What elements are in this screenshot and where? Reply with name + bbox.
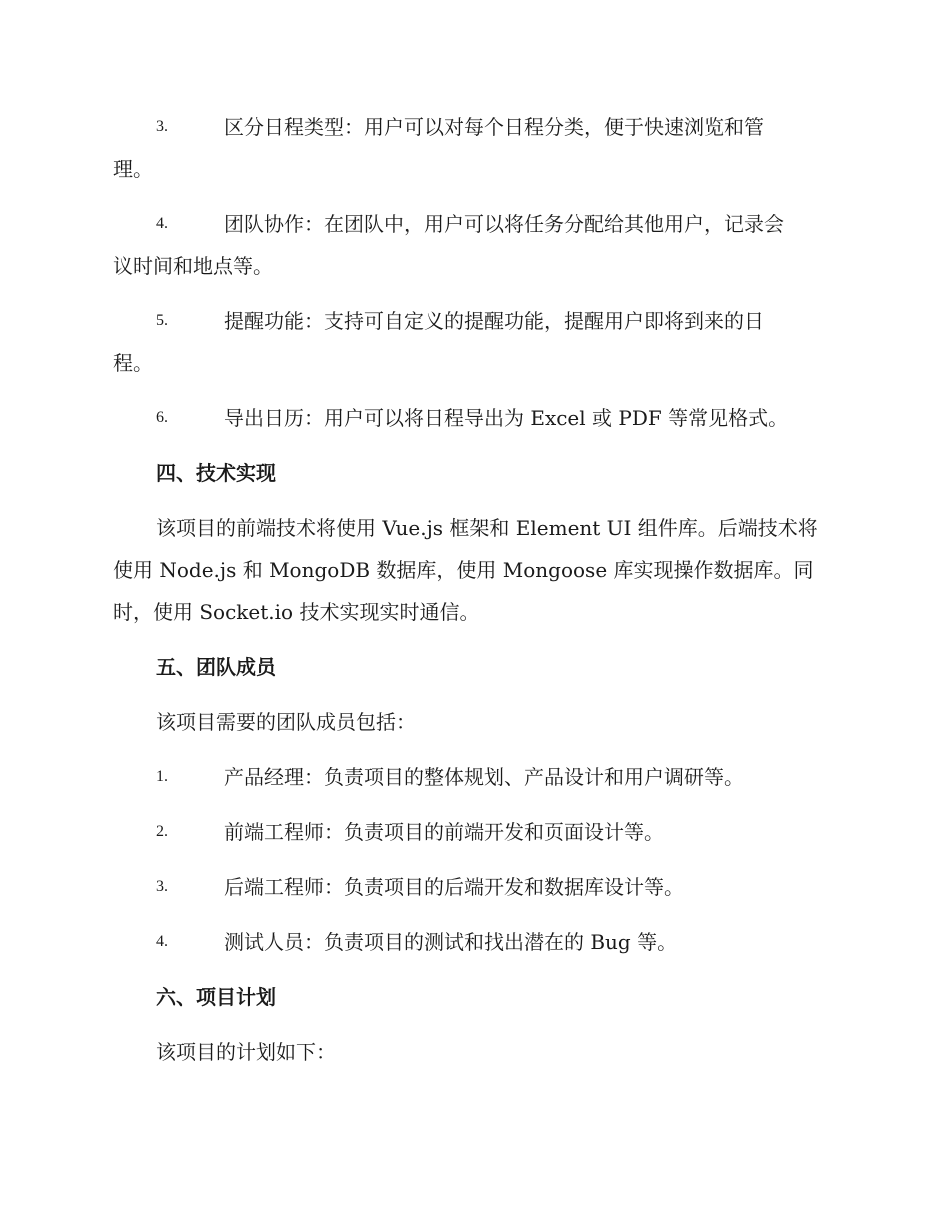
list-item-text: 区分日程类型：用户可以对每个日程分类，便于快速浏览和管 xyxy=(224,115,764,139)
list-item-continuation: 理。 xyxy=(113,157,153,181)
list-item-text: 导出日历：用户可以将日程导出为 Excel 或 PDF 等常见格式。 xyxy=(224,406,789,430)
paragraph-line: 时，使用 Socket.io 技术实现实时通信。 xyxy=(113,600,480,624)
paragraph-line: 该项目的前端技术将使用 Vue.js 框架和 Element UI 组件库。后端技术将 xyxy=(156,516,818,540)
list-number: 5. xyxy=(156,312,168,329)
list-item xyxy=(113,300,843,384)
paragraph-line: 该项目需要的团队成员包括： xyxy=(156,710,416,734)
list-item-continuation: 程。 xyxy=(113,351,153,375)
list-number: 3. xyxy=(156,878,168,895)
list-item-text: 前端工程师：负责项目的前端开发和页面设计等。 xyxy=(224,820,664,844)
section-heading-tech: 四、技术实现 xyxy=(156,461,276,485)
list-number: 4. xyxy=(156,215,168,232)
list-number: 3. xyxy=(156,118,168,135)
list-number: 2. xyxy=(156,823,168,840)
list-number: 1. xyxy=(156,768,168,785)
list-item xyxy=(113,811,843,853)
list-number: 4. xyxy=(156,933,168,950)
list-item-text: 后端工程师：负责项目的后端开发和数据库设计等。 xyxy=(224,875,684,899)
section-heading-team: 五、团队成员 xyxy=(156,655,276,679)
list-number: 6. xyxy=(156,409,168,426)
paragraph-line: 该项目的计划如下： xyxy=(156,1040,336,1064)
list-item xyxy=(113,203,843,287)
list-item xyxy=(113,397,843,439)
list-item-text: 提醒功能：支持可自定义的提醒功能，提醒用户即将到来的日 xyxy=(224,309,764,333)
tech-paragraph xyxy=(113,507,843,633)
list-item xyxy=(113,921,843,963)
list-item-continuation: 议时间和地点等。 xyxy=(113,254,273,278)
list-item xyxy=(113,106,843,190)
list-item xyxy=(113,756,843,798)
paragraph-line: 使用 Node.js 和 MongoDB 数据库，使用 Mongoose 库实现操作数据库。同 xyxy=(113,558,814,582)
section-heading-plan: 六、项目计划 xyxy=(156,985,276,1009)
list-item-text: 测试人员：负责项目的测试和找出潜在的 Bug 等。 xyxy=(224,930,678,954)
list-item xyxy=(113,866,843,908)
list-item-text: 团队协作：在团队中，用户可以将任务分配给其他用户，记录会 xyxy=(224,212,784,236)
list-item-text: 产品经理：负责项目的整体规划、产品设计和用户调研等。 xyxy=(224,765,744,789)
plan-intro xyxy=(113,1031,843,1073)
team-intro xyxy=(113,701,843,743)
